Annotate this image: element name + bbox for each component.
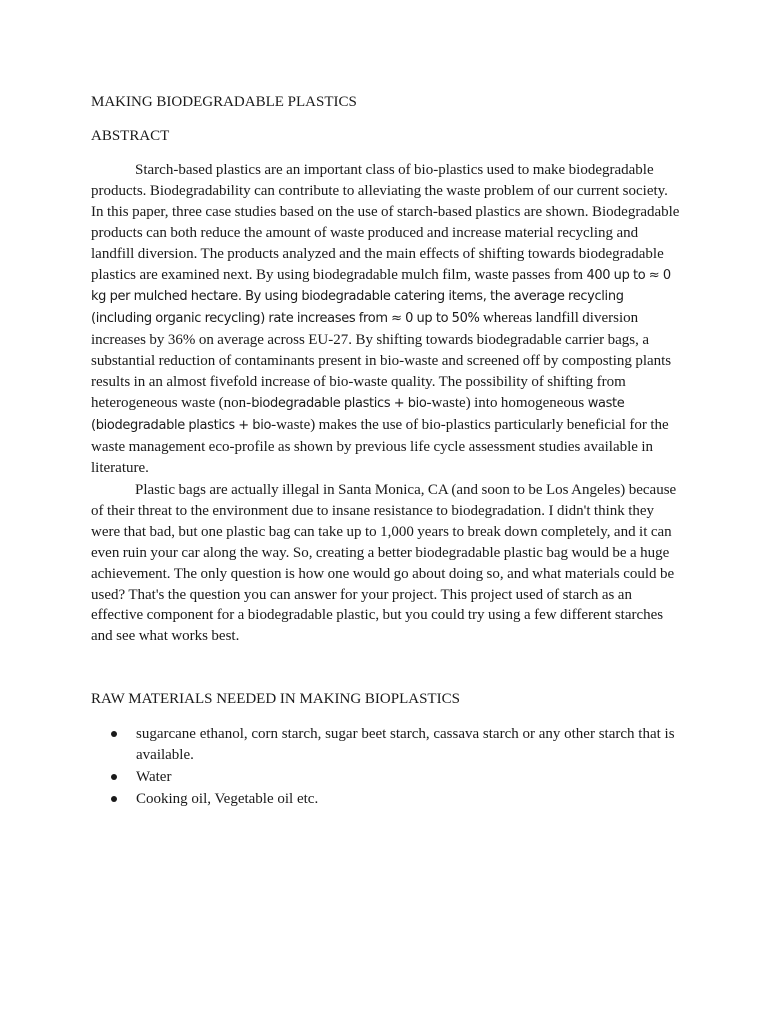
- bullet-icon: [111, 731, 117, 737]
- list-item-text: Water: [136, 768, 172, 785]
- abstract-heading: ABSTRACT: [91, 128, 170, 144]
- abstract-text-mono-3: waste (biodegradable plastics + bio: [91, 395, 625, 433]
- abstract-paragraph: [91, 160, 681, 479]
- list-item: [91, 789, 681, 810]
- materials-heading: RAW MATERIALS NEEDED IN MAKING BIOPLASTICS: [91, 691, 460, 707]
- plastic-bags-paragraph: Plastic bags are actually illegal in Santa Monica, CA (and soon to be Los Angeles) because of their threat to the environment due to insane resistance to biodegradation. I didn't think they were that bad, but one plastic bag can take up to 1,000 years to break down completely, and it can even ruin your car along the way. So, creating a better biodegradable plastic bag would be a huge achievement. The only question is how one would go about doing so, and what materials could be used? That's the question you can answer for your project. This project used of starch as an effective component for a biodegradable plastic, but you could try using a few different starches and see what works best.: [91, 482, 677, 645]
- abstract-text-2: whereas landfill diversion increases by 36% on average across EU-27. By shifting towards biodegradable carrier bags, a substantial reduction of contaminants present in bio-waste and screened off by composting plants results in an almost fivefold increase of bio-waste quality. The possibility of shifting from heterogeneous waste (non-: [91, 310, 672, 411]
- list-item-text: sugarcane ethanol, corn starch, sugar beet starch, cassava starch or any other starch that is available.: [136, 726, 675, 763]
- abstract-text-3: -waste) into homogeneous: [426, 394, 588, 411]
- list-item: [91, 767, 681, 788]
- abstract-text-4: -waste) makes the use of bio-plastics particularly beneficial for the waste management eco-profile as shown by previous life cycle assessment studies available in literature.: [91, 416, 669, 476]
- bullet-icon: [111, 796, 117, 802]
- abstract-text-mono-1: 400 up to ≈ 0 kg per mulched hectare. By using biodegradable catering items, the average recycling (including organic recycling) rate increases from ≈ 0 up to 50%: [91, 267, 671, 327]
- document-title: MAKING BIODEGRADABLE PLASTICS: [91, 94, 357, 110]
- abstract-text-1: Starch-based plastics are an important class of bio-plastics used to make biodegradable products. Biodegradability can contribute to alleviating the waste problem of our current society. In this paper, three case studies based on the use of starch-based plastics are shown. Biodegradable products can both reduce the amount of waste produced and increase material recycling and landfill diversion. The products analyzed and the main effects of shifting towards biodegradable plastics are examined next. By using biodegradable mulch film, waste passes from: [91, 162, 680, 283]
- list-item: [91, 724, 681, 766]
- materials-list: [91, 724, 681, 811]
- list-item-text: Cooking oil, Vegetable oil etc.: [136, 790, 319, 807]
- abstract-text-mono-2: biodegradable plastics + bio: [251, 395, 427, 411]
- bullet-icon: [111, 774, 117, 780]
